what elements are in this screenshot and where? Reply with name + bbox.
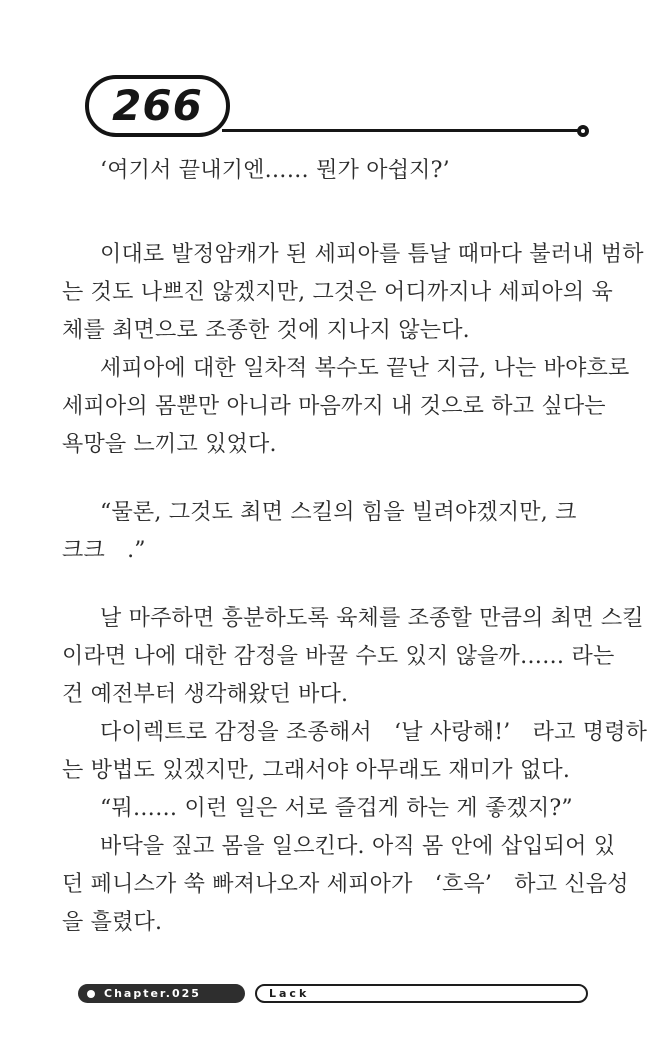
paragraph xyxy=(62,714,648,790)
paragraph xyxy=(62,350,630,464)
header-rule-line xyxy=(222,129,579,132)
text-line: 욕망을 느끼고 있었다. xyxy=(62,432,277,457)
chapter-label: Chapter.025 xyxy=(104,987,201,1000)
text-line: 을 흘렸다. xyxy=(62,910,163,935)
author-badge xyxy=(255,984,588,1003)
text-line: 세피아에 대한 일차적 복수도 끝난 지금, 나는 바야흐로 xyxy=(100,356,630,381)
page-number: 266 xyxy=(112,80,203,130)
text-line: 는 방법도 있겠지만, 그래서야 아무래도 재미가 없다. xyxy=(62,758,571,783)
paragraph xyxy=(62,828,629,942)
paragraph xyxy=(62,600,644,714)
text-line: 다이렉트로 감정을 조종해서 ‘날 사랑해!’ 라고 명령하 xyxy=(100,720,648,745)
page-number-badge xyxy=(85,75,230,137)
paragraph xyxy=(62,494,622,570)
text-content xyxy=(62,152,648,942)
paragraph xyxy=(62,236,644,350)
author-label: Lack xyxy=(269,987,310,1000)
paragraph xyxy=(62,152,622,190)
text-line: 건 예전부터 생각해왔던 바다. xyxy=(62,682,349,707)
text-line: 바닥을 짚고 몸을 일으킨다. 아직 몸 안에 삽입되어 있 xyxy=(100,834,616,859)
text-line: “물론, 그것도 최면 스킬의 힘을 빌려야겠지만, 크 xyxy=(100,500,577,525)
text-line: 크크 .” xyxy=(62,538,146,563)
text-line: 체를 최면으로 조종한 것에 지나지 않는다. xyxy=(62,318,470,343)
text-line: 는 것도 나쁘진 않겠지만, 그것은 어디까지나 세피아의 육 xyxy=(62,280,613,305)
paragraph xyxy=(62,790,622,828)
text-line: 이대로 발정암캐가 된 세피아를 틈날 때마다 불러내 범하 xyxy=(100,242,644,267)
text-line: “뭐…… 이런 일은 서로 즐겁게 하는 게 좋겠지?” xyxy=(100,796,573,821)
text-line: 이라면 나에 대한 감정을 바꿀 수도 있지 않을까…… 라는 xyxy=(62,644,615,669)
text-line: ‘여기서 끝내기엔…… 뭔가 아쉽지?’ xyxy=(100,158,450,183)
text-line: 날 마주하면 흥분하도록 육체를 조종할 만큼의 최면 스킬 xyxy=(100,606,644,631)
page-footer xyxy=(0,984,669,1006)
text-line: 던 페니스가 쑥 빠져나오자 세피아가 ‘흐윽’ 하고 신음성 xyxy=(62,872,629,897)
header-line-end-ring xyxy=(577,125,589,137)
text-line: 세피아의 몸뿐만 아니라 마음까지 내 것으로 하고 싶다는 xyxy=(62,394,606,419)
bullet-dot-icon xyxy=(87,990,95,998)
chapter-badge xyxy=(78,984,245,1003)
